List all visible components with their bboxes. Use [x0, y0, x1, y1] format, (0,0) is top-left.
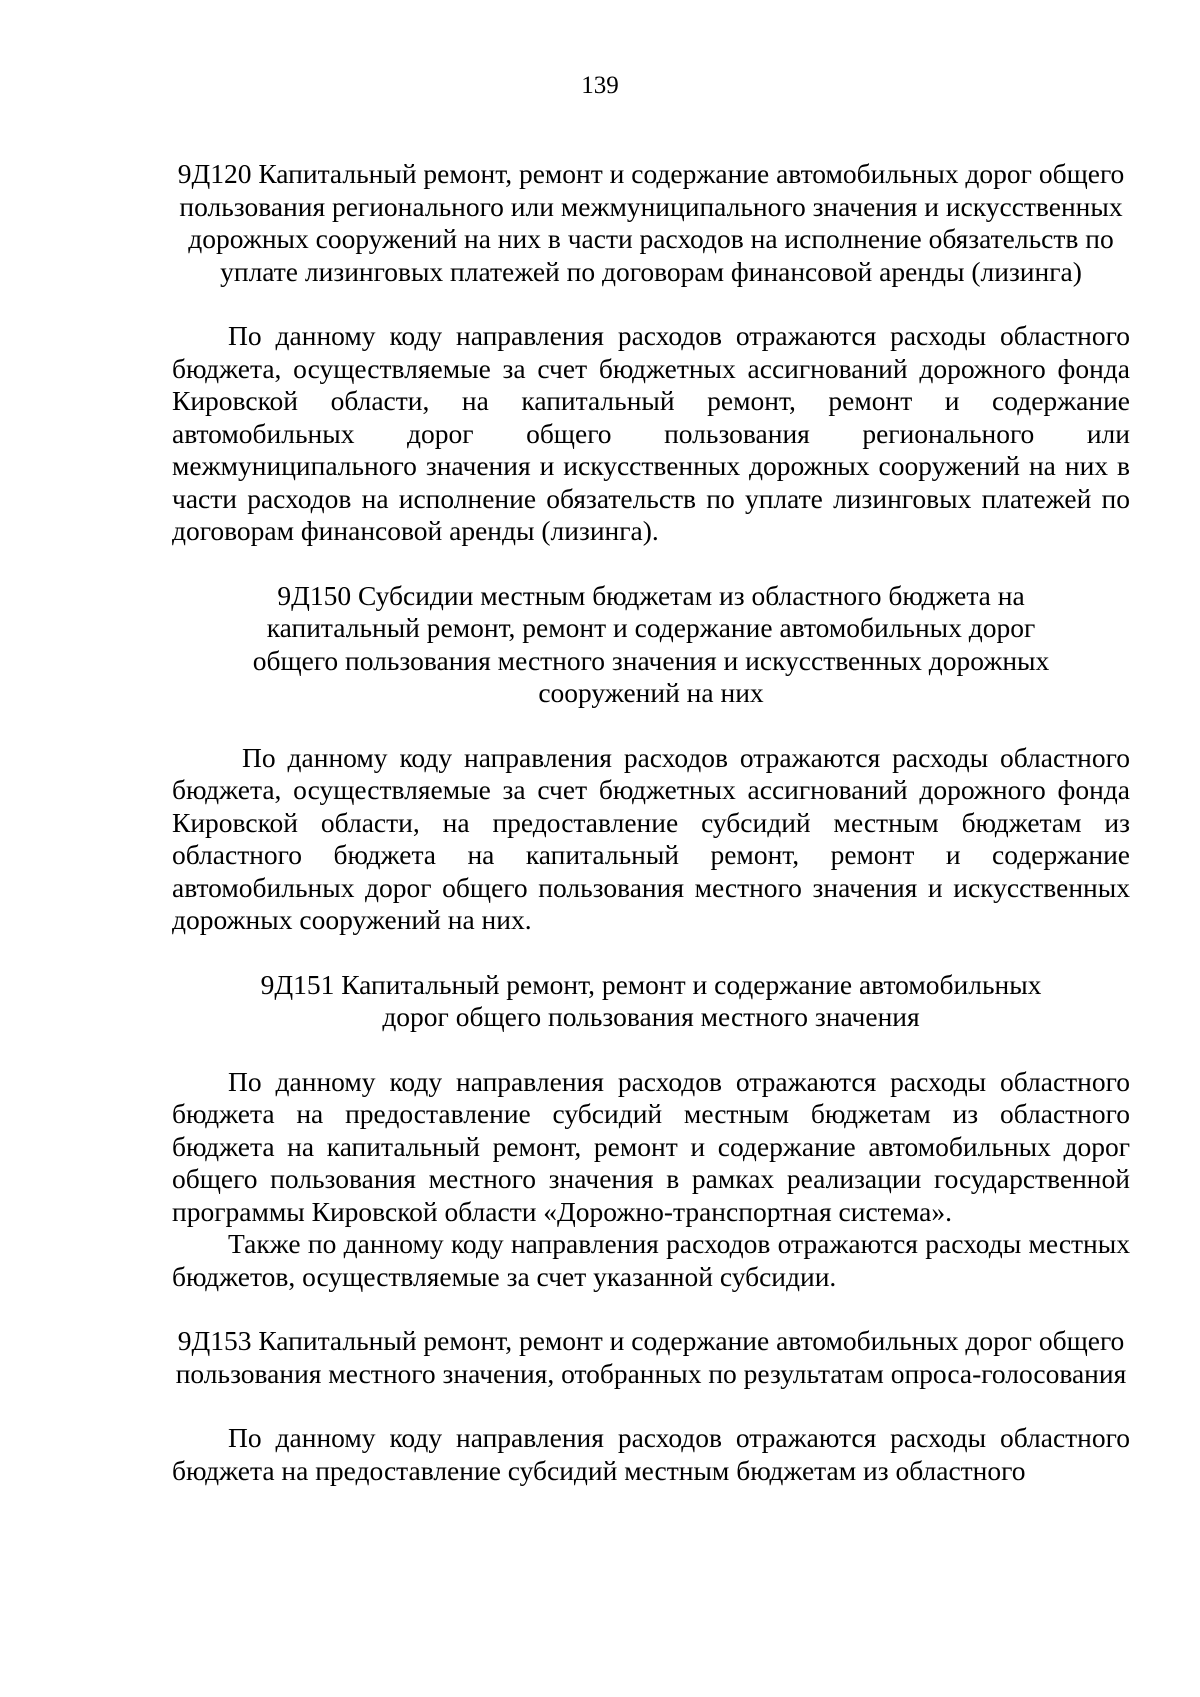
section-heading: 9Д150 Субсидии местным бюджетам из областного бюджета на капитальный ремонт, ремонт и содержание автомобильных дорог общего пользования местного значения и искусственных дорожных сооружений на них: [252, 579, 1050, 708]
section-paragraph: По данному коду направления расходов отражаются расходы областного бюджета, осуществляемые за счет бюджетных ассигнований дорожного фонда Кировской области, на капитальный ремонт, ремонт и содержание автомобильных дорог общего пользования регионального или межмуниципального значения и искусственных дорожных сооружений на них в части расходов на исполнение обязательств по уплате лизинговых платежей по договорам финансовой аренды (лизинга).: [172, 320, 1130, 546]
section-heading: 9Д151 Капитальный ремонт, ремонт и содержание автомобильных дорог общего пользования местного значения: [260, 968, 1042, 1032]
section-9d120: [172, 158, 1130, 580]
page-number: 139: [581, 72, 619, 99]
section-heading: 9Д153 Капитальный ремонт, ремонт и содержание автомобильных дорог общего пользования местного значения, отобранных по результатам опроса-голосования: [175, 1325, 1127, 1389]
section-paragraph: По данному коду направления расходов отражаются расходы областного бюджета на предоставление субсидий местным бюджетам из областного: [172, 1422, 1130, 1486]
document-body: [172, 158, 1130, 1487]
section-paragraph: По данному коду направления расходов отражаются расходы областного бюджета на предоставление субсидий местным бюджетам из областного бюджета на капитальный ремонт, ремонт и содержание автомобильных дорог общего пользования местного значения в рамках реализации государственной программы Кировской области «Дорожно-транспортная система».: [172, 1065, 1130, 1227]
section-paragraph: Также по данному коду направления расходов отражаются расходы местных бюджетов, осуществляемые за счет указанной субсидии.: [172, 1228, 1130, 1292]
section-paragraph: По данному коду направления расходов отражаются расходы областного бюджета, осуществляемые за счет бюджетных ассигнований дорожного фонда Кировской области, на предоставление субсидий местным бюджетам из областного бюджета на капитальный ремонт, ремонт и содержание автомобильных дорог общего пользования местного значения и искусственных дорожных сооружений на них.: [172, 741, 1130, 935]
section-heading: 9Д120 Капитальный ремонт, ремонт и содержание автомобильных дорог общего пользования регионального или межмуниципального значения и искусственных дорожных сооружений на них в части расходов на исполнение обязательств по уплате лизинговых платежей по договорам финансовой аренды (лизинга): [177, 158, 1125, 287]
section-9d153: [172, 1325, 1130, 1487]
section-9d151: [172, 969, 1130, 1326]
section-9d150: [172, 580, 1130, 969]
